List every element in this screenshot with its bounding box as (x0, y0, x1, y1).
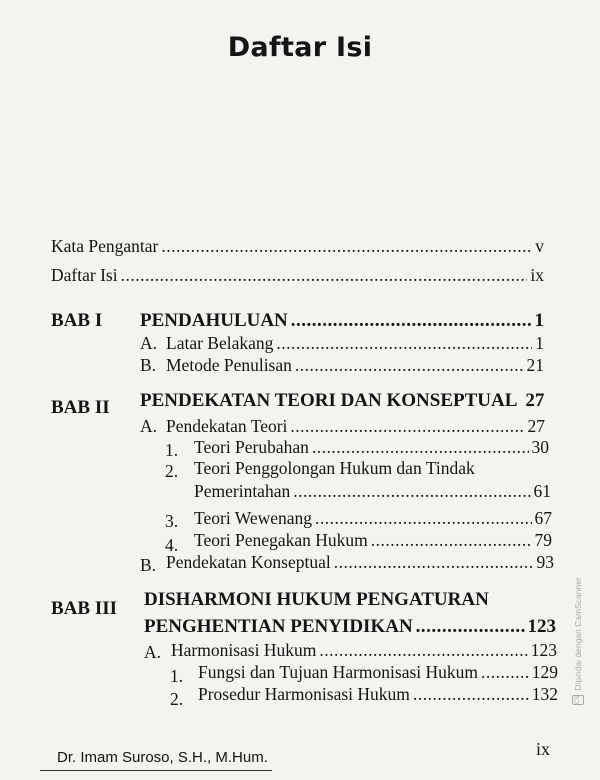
chapter-title-line1[interactable]: DISHARMONI HUKUM PENGATURAN (144, 589, 489, 610)
page-title: Daftar Isi (227, 32, 373, 63)
entry-title: Pendekatan Konseptual (166, 552, 331, 572)
dot-leader (312, 437, 529, 458)
entry-page: 27 (525, 390, 545, 411)
dot-leader (276, 333, 532, 354)
entry-page: v (535, 236, 544, 256)
section-marker: A. (140, 333, 158, 353)
entry-page: 132 (531, 684, 558, 704)
camscanner-logo-icon: CS (572, 695, 584, 705)
dot-leader (371, 530, 532, 551)
item-marker: 2. (165, 461, 179, 481)
entry-page: 93 (536, 552, 554, 572)
entry-title: Kata Pengantar (51, 236, 159, 256)
entry-page: 123 (530, 640, 557, 660)
entry-title: Teori Perubahan (194, 437, 309, 457)
toc-item-2a3[interactable] (194, 508, 552, 529)
toc-section-3a[interactable] (171, 640, 557, 661)
toc-item-3a1[interactable] (198, 662, 558, 683)
entry-title: Daftar Isi (51, 265, 118, 285)
entry-title: Latar Belakang (166, 333, 274, 353)
dot-leader (319, 640, 527, 661)
entry-title: Pemerintahan (194, 481, 291, 501)
item-marker: 1. (165, 440, 179, 460)
dot-leader (413, 684, 529, 705)
entry-page: 61 (533, 481, 551, 501)
toc-chapter-3[interactable] (144, 616, 556, 638)
dot-leader (334, 552, 534, 573)
toc-chapter-2[interactable] (140, 390, 550, 412)
chapter-title: PENDAHULUAN (140, 310, 288, 331)
section-marker: B. (140, 555, 157, 575)
chapter-label: BAB II (51, 397, 110, 418)
entry-page: 21 (526, 355, 544, 375)
entry-title: Fungsi dan Tujuan Harmonisasi Hukum (198, 662, 479, 682)
chapter-title: PENGHENTIAN PENYIDIKAN (144, 616, 413, 637)
dot-leader (315, 508, 531, 529)
item-marker: 1. (170, 666, 184, 686)
entry-title: Harmonisasi Hukum (171, 640, 317, 660)
chapter-label: BAB I (51, 310, 103, 331)
toc-entry-daftar-isi[interactable] (51, 265, 544, 286)
entry-page: ix (530, 265, 544, 285)
toc-section-2a[interactable] (166, 416, 545, 437)
toc-chapter-1[interactable] (140, 310, 544, 332)
footer-page-number: ix (535, 739, 550, 759)
toc-item-2a1[interactable] (194, 437, 549, 458)
item-marker: 3. (165, 511, 179, 531)
footer-rule (40, 770, 272, 771)
entry-title: Teori Wewenang (194, 508, 313, 528)
dot-leader (290, 416, 524, 437)
dot-leader (121, 265, 528, 286)
section-marker: A. (144, 642, 162, 662)
entry-page: 1 (534, 310, 544, 331)
section-marker: A. (140, 416, 158, 436)
watermark-text: Dipindai dengan CamScanner (573, 577, 583, 691)
toc-section-2b[interactable] (166, 552, 554, 573)
item-marker: 2. (170, 689, 184, 709)
entry-page: 30 (531, 437, 549, 457)
entry-page: 129 (531, 662, 558, 682)
chapter-title: PENDEKATAN TEORI DAN KONSEPTUAL (140, 390, 518, 411)
entry-title: Prosedur Harmonisasi Hukum (198, 684, 410, 704)
toc-section-1b[interactable] (166, 355, 544, 376)
toc-item-3a2[interactable] (198, 684, 558, 705)
toc-item-2a2[interactable] (194, 481, 551, 502)
dot-leader (416, 616, 525, 638)
toc-item-2a2-line1[interactable]: Teori Penggolongan Hukum dan Tindak (194, 458, 475, 478)
scanner-watermark (568, 577, 588, 705)
section-marker: B. (140, 355, 157, 375)
entry-title: Metode Penulisan (166, 355, 292, 375)
entry-title: Teori Penegakan Hukum (194, 530, 368, 550)
entry-page: 1 (535, 333, 544, 353)
entry-page: 27 (527, 416, 545, 436)
entry-title: Pendekatan Teori (166, 416, 288, 436)
dot-leader (295, 355, 524, 376)
toc-item-2a4[interactable] (194, 530, 552, 551)
toc-section-1a[interactable] (166, 333, 544, 354)
toc-entry-kata-pengantar[interactable] (51, 236, 544, 257)
item-marker: 4. (165, 535, 179, 555)
chapter-label: BAB III (51, 598, 117, 619)
entry-page: 67 (534, 508, 552, 528)
entry-page: 79 (534, 530, 552, 550)
dot-leader (293, 481, 530, 502)
dot-leader (161, 236, 532, 257)
dot-leader (481, 662, 529, 683)
dot-leader (291, 310, 532, 332)
footer-author: Dr. Imam Suroso, S.H., M.Hum. (57, 749, 268, 766)
entry-page: 123 (527, 616, 556, 637)
